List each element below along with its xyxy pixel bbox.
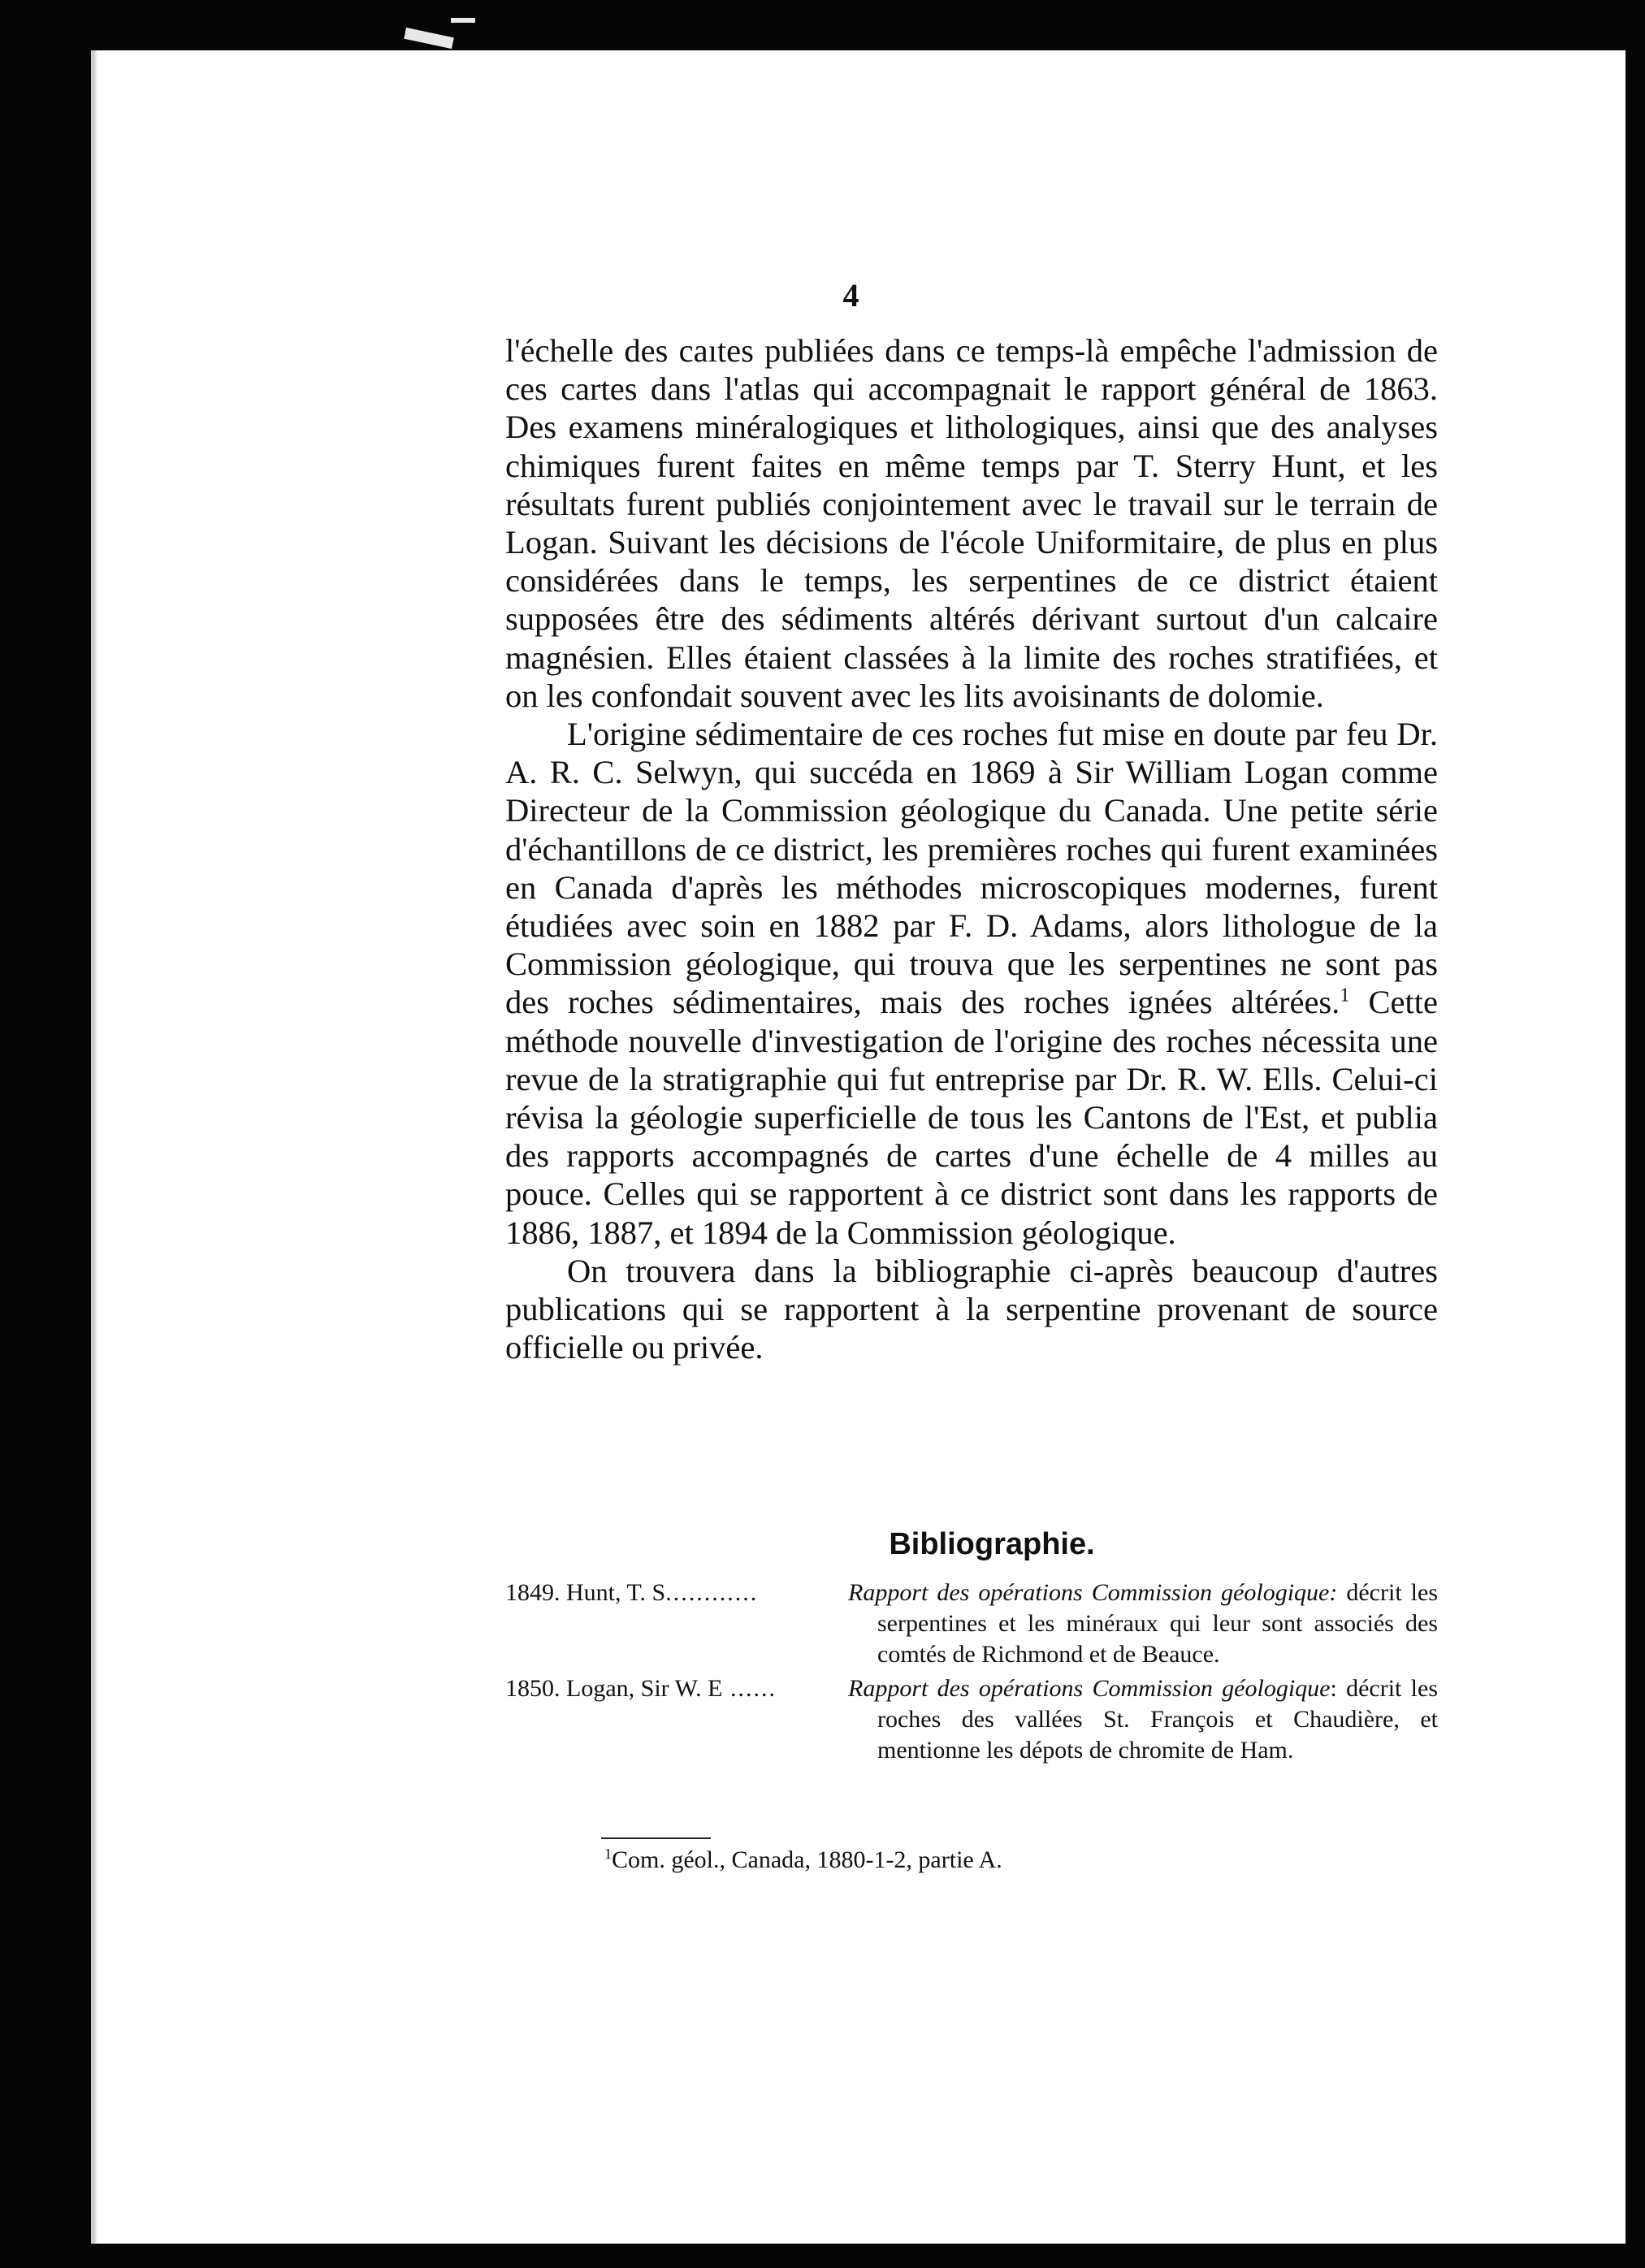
paragraph-2 [505, 715, 1438, 1252]
bibliography-heading: Bibliographie. [889, 1527, 1095, 1561]
bibliography-title: Rapport des opérations Commission géologique: [848, 1579, 1338, 1606]
bibliography-list [505, 1578, 1438, 1769]
bibliography-entry [505, 1578, 1438, 1670]
body-text [505, 331, 1438, 1366]
paragraph-3: On trouvera dans la bibliographie ci-après beaucoup d'autres publications qui se rapportent à la serpentine provenant de source officielle ou privée. [505, 1252, 1438, 1366]
bibliography-entry [505, 1673, 1438, 1766]
paragraph-2-text-before-note: L'origine sédimentaire de ces roches fut mise en doute par feu Dr. A. R. C. Selwyn, qui succéda en 1869 à Sir William Logan comme Directeur de la Commission géologique du Canada. Une petite série d'échantillons de ce district, les premières roches qui furent examinées en Canada d'après les méthodes microscopiques modernes, furent étudiées avec soin en 1882 par F. D. Adams, alors lithologue de la Commission géologique, qui trouva que les serpentines ne sont pas des roches sédimentaires, mais des roches ignées altérées. [505, 716, 1438, 1021]
bibliography-author [505, 1673, 848, 1766]
footnote-divider [601, 1837, 711, 1839]
bibliography-author-name: 1850. Logan, Sir W. E [505, 1675, 723, 1702]
bibliography-summary: : décrit les roches des vallées St. François et Chaudière, et mentionne les dépots de chromite de Ham. [877, 1675, 1438, 1764]
scan-artifact [404, 28, 454, 49]
dot-leader: ............ [665, 1579, 759, 1606]
page-number: 4 [842, 277, 859, 314]
footnote-reference: 1 [1340, 984, 1350, 1006]
footnote [604, 1846, 1002, 1875]
bibliography-description [848, 1673, 1438, 1766]
paragraph-2-text-after-note: Cette méthode nouvelle d'investigation de l'origine des roches nécessita une revue de la stratigraphie qui fut entreprise par Dr. R. W. Ells. Celui-ci révisa la géologie superficielle de tous les Cantons de l'Est, et publia des rapports accompagnés de cartes d'une échelle de 4 milles au pouce. Celles qui se rapportent à ce district sont dans les rapports de 1886, 1887, et 1894 de la Commission géologique. [505, 984, 1438, 1251]
footnote-text: Com. géol., Canada, 1880-1-2, partie A. [612, 1846, 1002, 1873]
paragraph-1: l'échelle des caıtes publiées dans ce temps-là empêche l'admission de ces cartes dans l'atlas qui accompagnait le rapport général de 1863. Des examens minéralogiques et lithologiques, ainsi que des analyses chimiques furent faites en même temps par T. Sterry Hunt, et les résultats furent publiés conjointement avec le travail sur le terrain de Logan. Suivant les décisions de l'école Uniformitaire, de plus en plus considérées dans le temps, les serpentines de ce district étaient supposées être des sédiments altérés dérivant surtout d'un calcaire magnésien. Elles étaient classées à la limite des roches stratifiées, et on les confondait souvent avec les lits avoisinants de dolomie. [505, 332, 1438, 714]
bibliography-summary: décrit les serpentines et les minéraux qui leur sont associés des comtés de Richmond et de Beauce. [877, 1579, 1438, 1668]
bibliography-author-name: 1849. Hunt, T. S [505, 1579, 666, 1606]
dot-leader: ...... [722, 1675, 777, 1702]
bibliography-title: Rapport des opérations Commission géologique [848, 1675, 1331, 1702]
scan-artifact [451, 18, 475, 23]
bibliography-author [505, 1578, 848, 1670]
bibliography-description [848, 1578, 1438, 1670]
footnote-mark: 1 [604, 1846, 612, 1862]
